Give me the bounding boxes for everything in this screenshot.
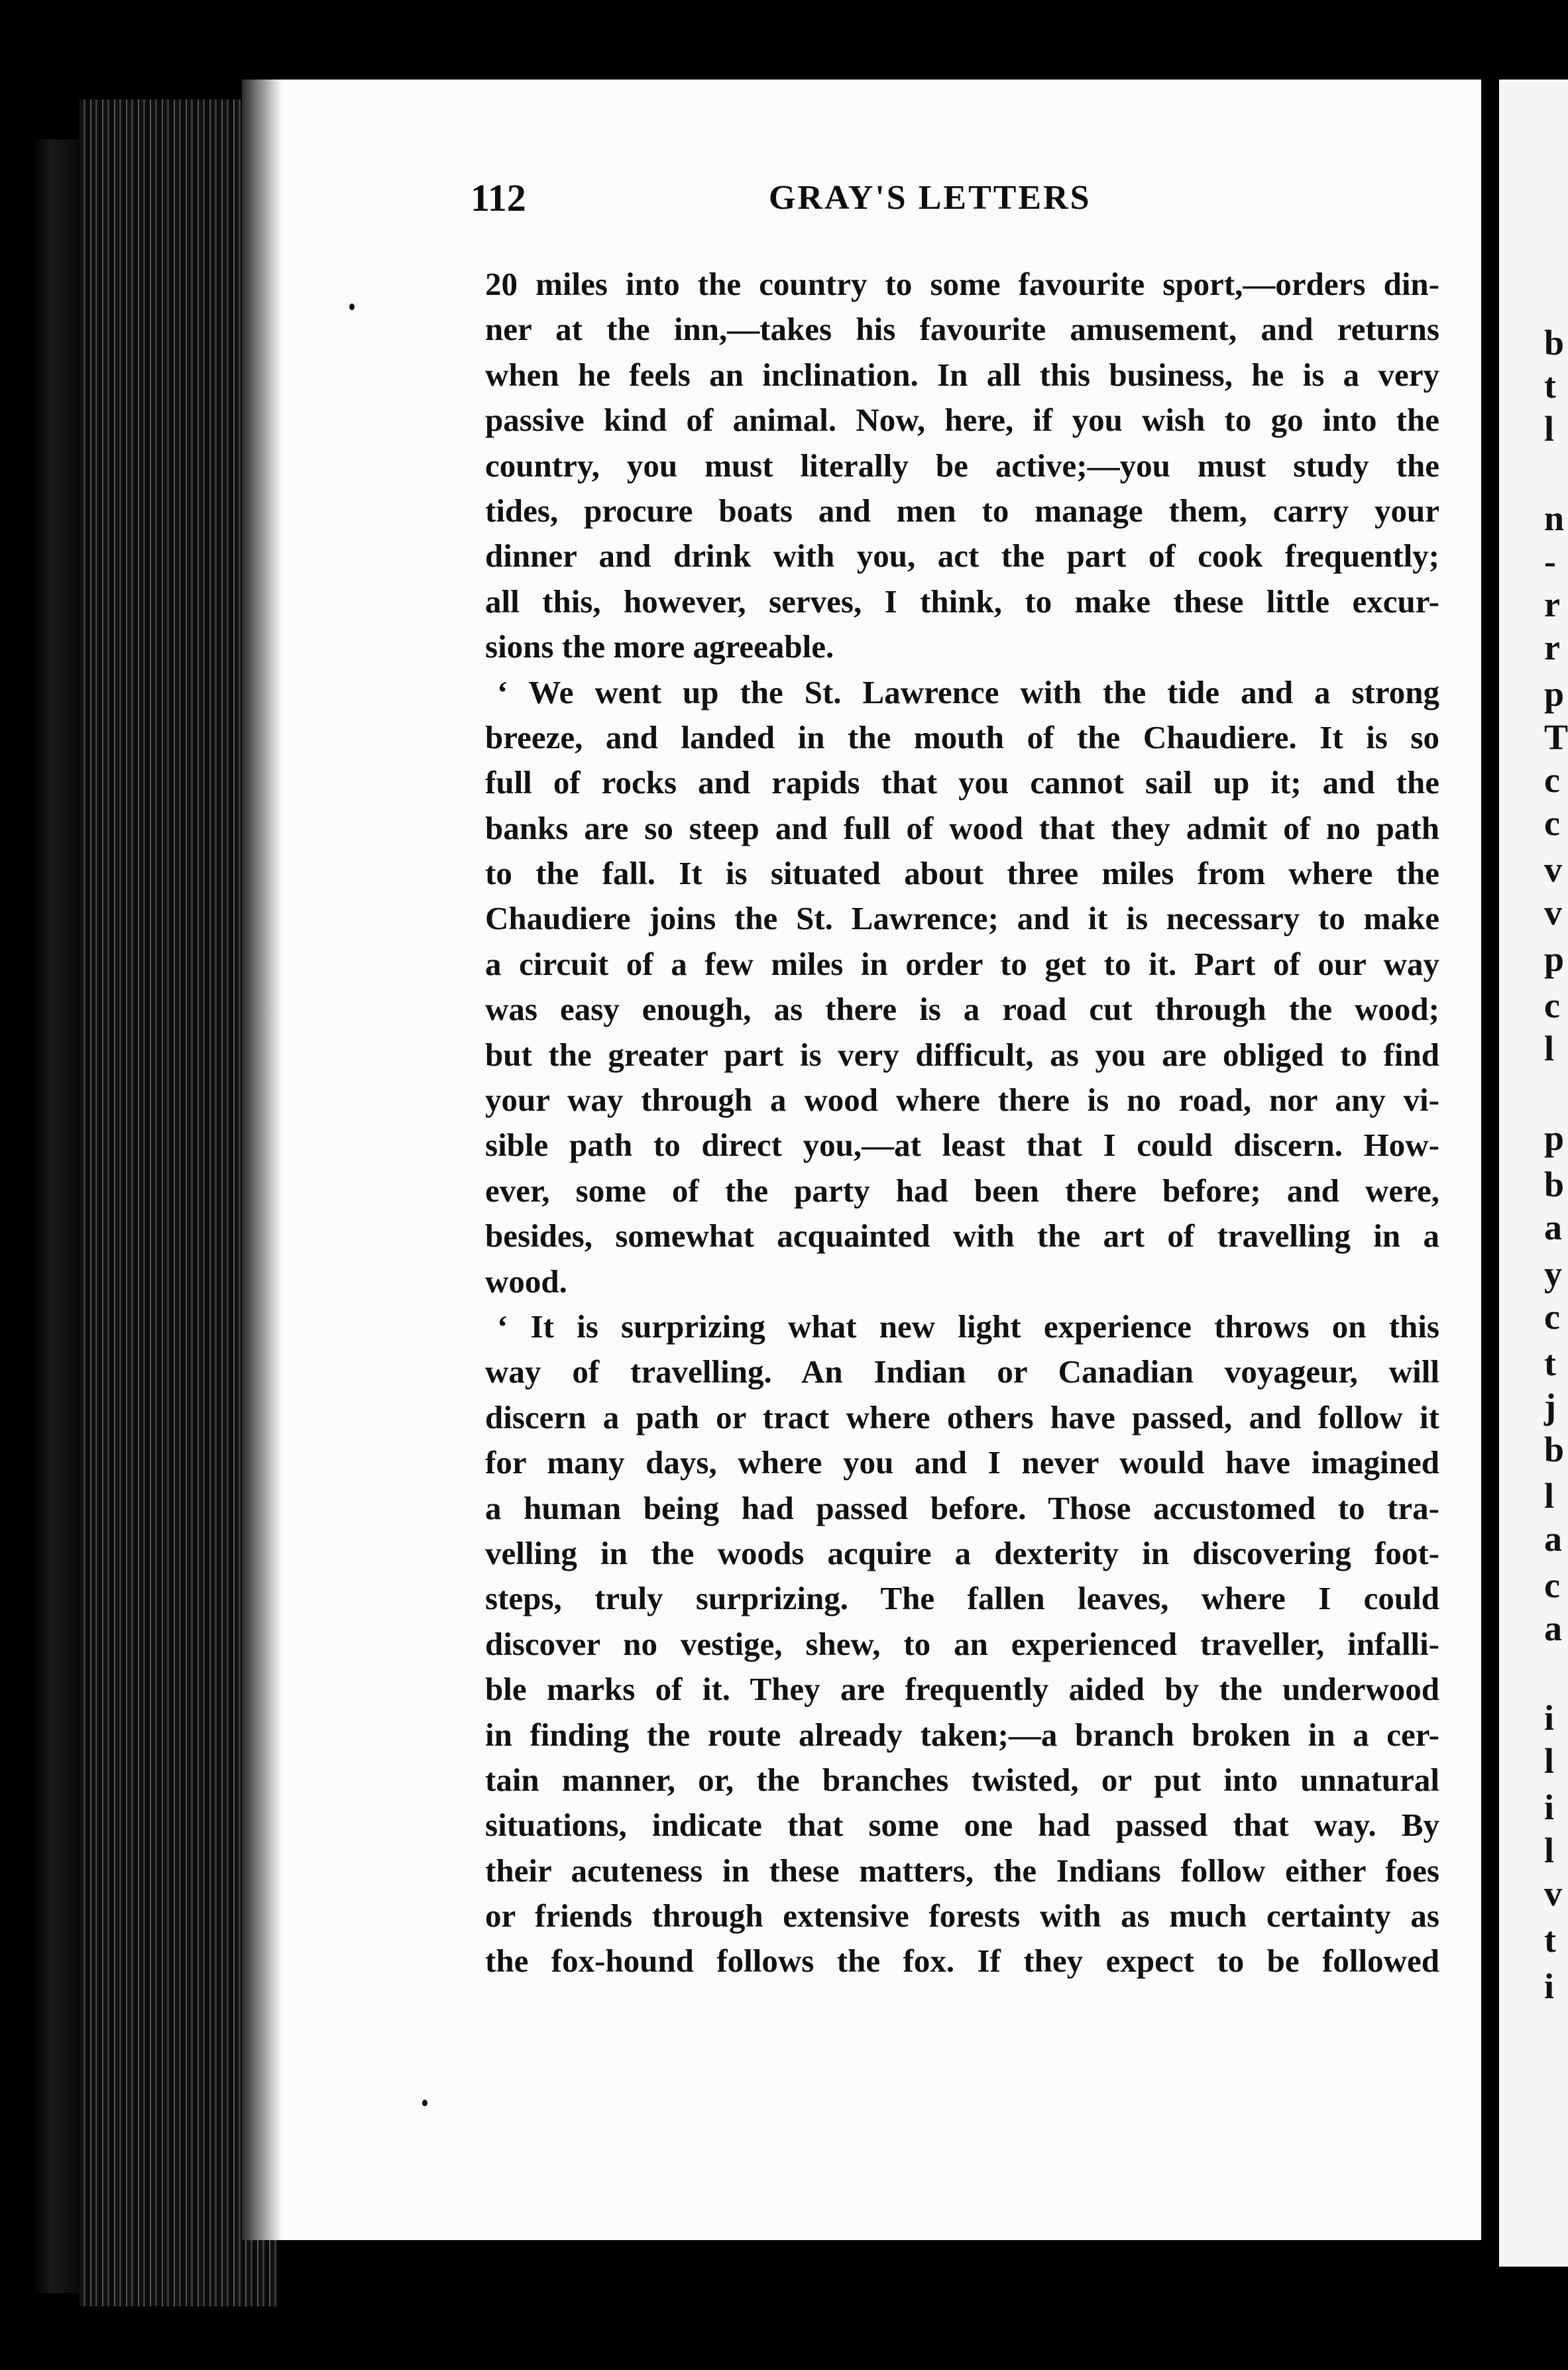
text-line: the fox-hound follows the fox. If they expect to be followed <box>485 1943 1439 1980</box>
text-line: breeze, and landed in the mouth of the Chaudiere. It is so <box>485 718 1439 756</box>
adjacent-page-fragment: a <box>1544 1608 1562 1648</box>
adjacent-page-fragment: i <box>1544 1787 1555 1827</box>
adjacent-page-fragment: i <box>1544 1698 1555 1738</box>
text-line: your way through a wood where there is no road, nor any vi- <box>485 1082 1439 1119</box>
text-line: ner at the inn,—takes his favourite amusement, and returns <box>485 311 1439 348</box>
text-line: wood. <box>485 1263 567 1300</box>
text-line: discover no vestige, shew, to an experienced traveller, infalli- <box>485 1625 1439 1662</box>
text-line: was easy enough, as there is a road cut through the wood; <box>485 991 1439 1028</box>
text-line: tides, procure boats and men to manage them, carry your <box>485 492 1439 529</box>
adjacent-page-fragment: p <box>1544 1118 1565 1158</box>
page-gap <box>1481 66 1499 2293</box>
adjacent-page-fragment: l <box>1544 1029 1555 1068</box>
text-line: banks are so steep and full of wood that they admit of no path <box>485 809 1439 846</box>
adjacent-page-fragment: p <box>1544 674 1565 714</box>
text-line: but the greater part is very difficult, as you are obliged to find <box>485 1036 1439 1073</box>
text-line: besides, somewhat acquainted with the art of travelling in a <box>485 1217 1439 1255</box>
text-line: all this, however, serves, I think, to make these little excur- <box>485 583 1439 620</box>
text-line: sions the more agreeable. <box>485 628 834 665</box>
adjacent-page-fragment: n <box>1544 498 1565 538</box>
page-number: 112 <box>471 176 526 219</box>
text-line: velling in the woods acquire a dexterity in discovering foot- <box>485 1534 1439 1571</box>
ink-speck <box>349 304 355 310</box>
ink-speck <box>422 2100 427 2106</box>
adjacent-page-fragment: b <box>1544 323 1565 363</box>
adjacent-page-fragment: l <box>1544 1831 1555 1870</box>
text-line: ble marks of it. They are frequently aided by the underwood <box>485 1671 1439 1708</box>
text-line: tain manner, or, the branches twisted, or put into unnatural <box>485 1761 1439 1798</box>
adjacent-page-fragment: p <box>1544 939 1565 979</box>
adjacent-page-fragment: c <box>1544 803 1560 843</box>
text-line: steps, truly surprizing. The fallen leaves, where I could <box>485 1580 1439 1617</box>
text-line: full of rocks and rapids that you cannot sail up it; and the <box>485 764 1439 801</box>
text-line: Chaudiere joins the St. Lawrence; and it is necessary to make <box>485 900 1439 937</box>
adjacent-page-fragment: - <box>1544 541 1556 581</box>
body-text <box>485 262 1439 1984</box>
adjacent-page-fragment: l <box>1544 1476 1555 1516</box>
text-line: or friends through extensive forests with as much certainty as <box>485 1897 1439 1935</box>
adjacent-page-fragment: l <box>1544 1741 1555 1781</box>
text-line: 20 miles into the country to some favourite sport,—orders din- <box>485 266 1439 302</box>
text-line: in finding the route already taken;—a branch broken in a cer- <box>485 1716 1439 1753</box>
adjacent-page-fragment: t <box>1544 366 1556 406</box>
text-line: for many days, where you and I never would have imagined <box>485 1444 1439 1481</box>
adjacent-page-fragment: v <box>1544 850 1562 889</box>
text-line: passive kind of animal. Now, here, if you wish to go into the <box>485 402 1439 439</box>
text-line: way of travelling. An Indian or Canadian voyageur, will <box>485 1353 1439 1390</box>
text-line: situations, indicate that some one had passed that way. By <box>485 1807 1439 1844</box>
adjacent-page-fragment: t <box>1544 1343 1556 1383</box>
page-gutter-shadow <box>242 80 282 2240</box>
text-line: sible path to direct you,—at least that I could discern. How- <box>485 1127 1439 1164</box>
adjacent-page-fragment: b <box>1544 1430 1565 1469</box>
text-line: to the fall. It is situated about three miles from where the <box>485 855 1439 892</box>
adjacent-page-fragment: i <box>1544 1966 1555 2006</box>
page-header <box>471 176 1140 229</box>
text-line: country, you must literally be active;—you must study the <box>485 447 1439 484</box>
adjacent-page-fragment: T <box>1544 717 1568 757</box>
adjacent-page-fragment: l <box>1544 409 1555 449</box>
adjacent-page-fragment: c <box>1544 1565 1560 1605</box>
adjacent-page-fragment: r <box>1544 628 1560 667</box>
adjacent-page-fragment: c <box>1544 1297 1560 1337</box>
adjacent-page-fragment: y <box>1544 1254 1562 1294</box>
text-line: their acuteness in these matters, the Indians follow either foes <box>485 1852 1439 1889</box>
text-line: ‘ We went up the St. Lawrence with the tide and a strong <box>497 673 1439 710</box>
text-line: when he feels an inclination. In all this business, he is a very <box>485 356 1439 393</box>
text-line: dinner and drink with you, act the part of cook frequently; <box>485 537 1439 575</box>
adjacent-page-fragment: j <box>1544 1386 1556 1426</box>
book-binding-outer <box>33 139 80 2293</box>
text-line: a human being had passed before. Those accustomed to tra- <box>485 1489 1439 1526</box>
text-line: ever, some of the party had been there before; and were, <box>485 1172 1439 1209</box>
adjacent-page-fragment: a <box>1544 1519 1562 1559</box>
adjacent-page-fragment: c <box>1544 986 1560 1025</box>
adjacent-page-fragment: c <box>1544 760 1560 800</box>
running-head: GRAY'S LETTERS <box>769 179 1092 217</box>
adjacent-page-fragment: a <box>1544 1208 1562 1247</box>
adjacent-page-fragment: v <box>1544 893 1562 932</box>
adjacent-page-fragment: r <box>1544 585 1560 624</box>
adjacent-page-fragment: v <box>1544 1874 1562 1913</box>
adjacent-page-fragment: b <box>1544 1164 1565 1204</box>
text-line: discern a path or tract where others have passed, and follow it <box>485 1398 1439 1436</box>
adjacent-page-fragment: t <box>1544 1920 1556 1960</box>
text-line: ‘ It is surprizing what new light experience throws on this <box>497 1308 1439 1345</box>
text-line: a circuit of a few miles in order to get to it. Part of our way <box>485 945 1439 982</box>
